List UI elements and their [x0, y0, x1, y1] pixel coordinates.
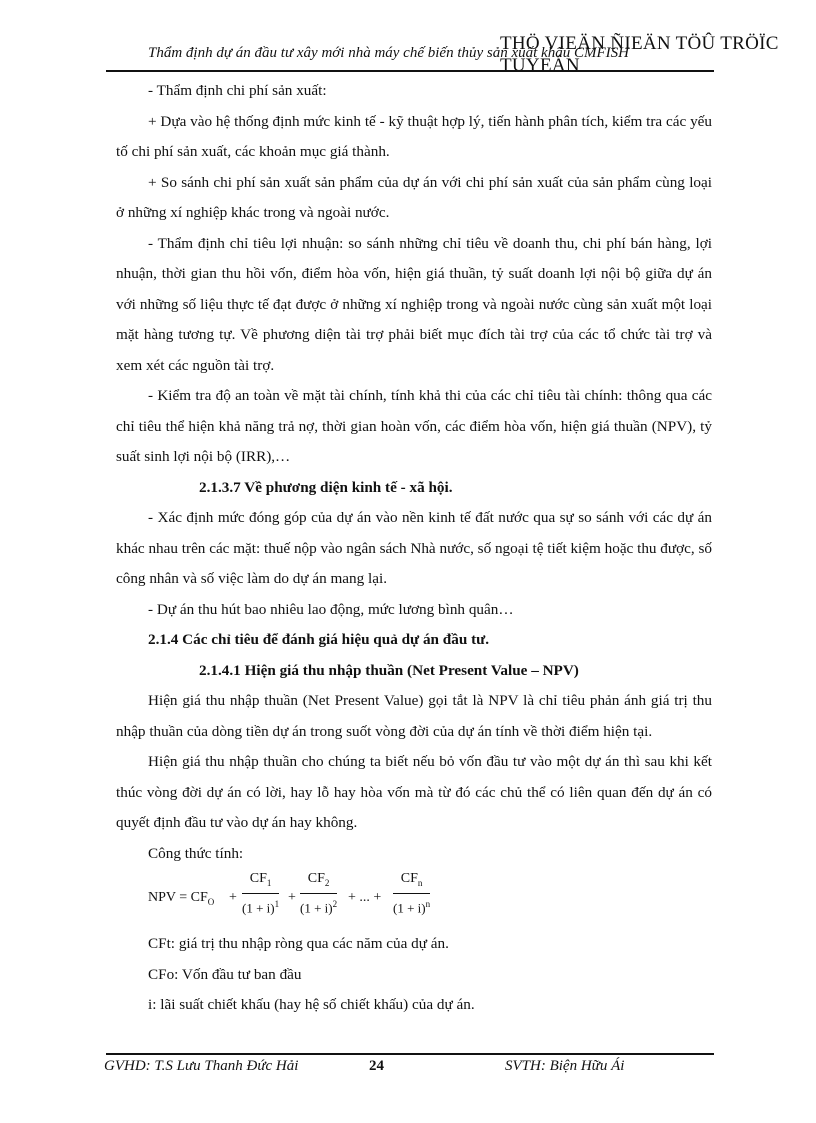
formula-lhs: NPV = $CF_O$ — [148, 890, 215, 907]
formula-term-n: $CF_n$ $(1 + i)^n$ — [393, 871, 431, 916]
paragraph: Hiện giá thu nhập thuần (Net Present Value) gọi tắt là NPV là chỉ tiêu phản ánh giá trị thu nhập thuần của dòng tiền dự án trong suốt vòng đời của dự án tính về thời điểm hiện tại. — [116, 692, 712, 740]
definition-cft: CFt: giá trị thu nhập ròng qua các năm của dự án. — [148, 935, 449, 952]
paragraph: Hiện giá thu nhập thuần cho chúng ta biết nếu bỏ vốn đầu tư vào một dự án thì sau khi kết thúc vòng đời dự án có lời, hay lỗ hay hòa vốn mà từ đó các chủ thể có liên quan đến dự án có quyết định đầu tư vào dự án hay không. — [116, 753, 712, 831]
paragraph: Công thức tính: — [148, 844, 244, 862]
section-heading-2137: 2.1.3.7 Về phương diện kinh tế - xã hội. — [199, 478, 453, 496]
footer-rule — [106, 1053, 714, 1055]
formula-ellipsis: + ... + — [348, 890, 382, 905]
formula-plus: + — [288, 890, 296, 905]
paragraph: + So sánh chi phí sản xuất sản phẩm của dự án với chi phí sản xuất của sản phẩm cùng loại ở những xí nghiệp khác trong và ngoài nước. — [116, 173, 712, 221]
footer-student: SVTH: Biện Hữu Ái — [505, 1058, 625, 1074]
watermark: THÖ VIEÄN ÑIEÄN TÖÛ TRÖÏC TUYEÁN — [500, 33, 779, 76]
footer-advisor: GVHD: T.S Lưu Thanh Đức Hải — [104, 1058, 299, 1074]
npv-formula — [148, 869, 712, 929]
section-heading-2141: 2.1.4.1 Hiện giá thu nhập thuần (Net Present Value – NPV) — [199, 661, 579, 679]
header-title: Thẩm định dự án đầu tư xây mới nhà máy chế biến thủy sản xuất khẩu CMFISH — [148, 45, 629, 61]
formula-plus: + — [229, 890, 237, 905]
paragraph: - Thẩm định chi phí sản xuất: — [148, 82, 327, 99]
definition-i: i: lãi suất chiết khấu (hay hệ số chiết khấu) của dự án. — [148, 996, 475, 1013]
paragraph: - Xác định mức đóng góp của dự án vào nền kinh tế đất nước qua sự so sánh với các dự án khác nhau trên các mặt: thuế nộp vào ngân sách Nhà nước, số ngoại tệ tiết kiệm hoặc thu được, số công nhân và số việc làm do dự án mang lại. — [116, 509, 712, 587]
paragraph: - Kiểm tra độ an toàn về mặt tài chính, tính khả thi của các chỉ tiêu tài chính: thông qua các chỉ tiêu thể hiện khả năng trả nợ, thời gian hoàn vốn, các điểm hòa vốn, hiện giá thuần (NPV), tỷ suất sinh lợi nội bộ (IRR),… — [116, 387, 712, 465]
page-number: 24 — [369, 1058, 384, 1074]
paragraph: - Dự án thu hút bao nhiêu lao động, mức lương bình quân… — [148, 600, 514, 618]
definition-cfo: CFo: Vốn đầu tư ban đầu — [148, 965, 302, 983]
paragraph: + Dựa vào hệ thống định mức kinh tế - kỹ thuật hợp lý, tiến hành phân tích, kiểm tra các yếu tố chi phí sản xuất, các khoản mục giá thành. — [116, 112, 712, 160]
page-content — [116, 76, 712, 1021]
header-rule — [106, 70, 714, 72]
formula-term-1: $\frac{CF_1}{(1 + i)^1}$ — [242, 871, 280, 916]
section-heading-214: 2.1.4 Các chỉ tiêu để đánh giá hiệu quả dự án đầu tư. — [148, 631, 490, 648]
formula-term-2: $\frac{CF_2}{(1 + i)^2}$ — [300, 871, 338, 916]
paragraph: - Thẩm định chỉ tiêu lợi nhuận: so sánh những chỉ tiêu về doanh thu, chi phí bán hàng, lợi nhuận, thời gian thu hồi vốn, điểm hòa vốn, hiện giá thuần, tỷ suất doanh lợi nội bộ giữa dự án với những số liệu thực tế đạt được ở những xí nghiệp trong và ngoài nước cùng sản xuất một loại mặt hàng tương tự. Về phương diện tài trợ phải biết mục đích tài trợ của các tổ chức tài trợ và xem xét các nguồn tài trợ. — [116, 234, 712, 374]
